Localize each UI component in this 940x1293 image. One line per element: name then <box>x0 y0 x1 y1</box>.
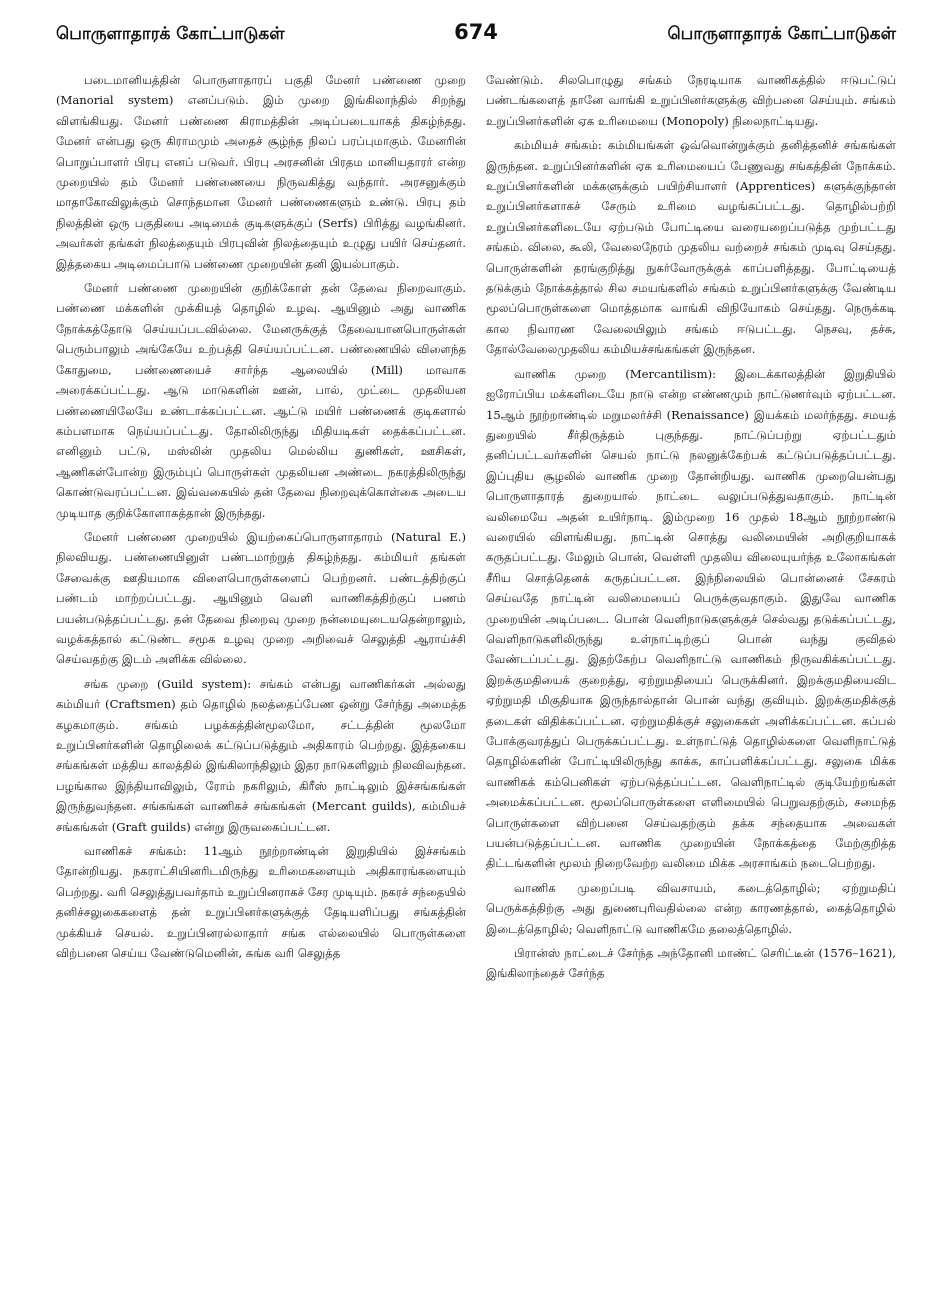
paragraph-merchant-guild-continued: வேண்டும். சிலபொழுது சங்கம் நேரடியாக வாணிகத்தில் ஈடுபட்டுப் பண்டங்களைத் தானே வாங்கி உறுப்பினர்களுக்கு விற்பனை செய்யும். சங்கம் உறுப்பினர்களின் ஏக உரிமையை (Monopoly) நிலைநாட்டியது. <box>486 73 896 128</box>
text-columns <box>56 70 896 988</box>
paragraph-self-sufficiency: மேனர் பண்ணை முறையின் குறிக்கோள் தன் தேவை நிறைவாகும். பண்ணை மக்களின் முக்கியத் தொழில் உழவு. ஆயினும் அது வாணிக நோக்கத்தோடு செய்யப்படவில்லை. மேனருக்குத் தேவையானபொருள்கள் பெரும்பாலும் அங்கேயே உற்பத்தி செய்யப்பட்டன. பண்ணையில் விளைந்த கோதுமை, பண்ணையைச் சார்ந்த ஆலையில் (Mill) மாவாக அரைக்கப்பட்டது. ஆடு மாடுகளின் ஊன், பால், முட்டை முதலியன பண்ணையிலேயே உண்டாக்கப்பட்டன. ஆட்டு மயிர் பண்ணைக் குடிகளால் கம்பளமாக நெய்யப்பட்டது. தோலிலிருந்து மிதியடிகள் தைக்கப்பட்டன. எனினும் பட்டு, மஸ்லின் முதலிய மெல்லிய துணிகள், ஊசிகள், ஆணிகள்போன்ற இரும்புப் பொருள்கள் முதலியன அண்டை நகரத்திலிருந்து கொண்டுவரப்பட்டன. இவ்வகையில் தன் தேவை நிறைவுக்கொள்கை அடைய முடியாத குறிக்கோளாகத்தான் இருந்தது. <box>56 281 466 520</box>
left-column <box>56 70 466 988</box>
running-title-right: பொருளாதாரக் கோட்பாடுகள் <box>667 24 896 44</box>
page-number: 674 <box>454 20 498 44</box>
page-header <box>56 20 896 64</box>
paragraph-merchant-guild: வாணிகச் சங்கம்: 11ஆம் நூற்றாண்டின் இறுதியில் இச்சங்கம் தோன்றியது. நகராட்சியினரிடமிருந்து உரிமைகளையும் அதிகாரங்களையும் பெற்றது. வரி செலுத்துபவர்தாம் உறுப்பினராகச் சேர முடியும். நகரச் சந்தையில் தனிச்சலுகைகளைத் தன் உறுப்பினர்களுக்குத் தேடியளிப்பது சங்கத்தின் முக்கியச் செயல். உறுப்பினரல்லாதார் சங்க எல்லையில் பொருள்களை விற்பனை செய்ய வேண்டுமெனின், சுங்க வரி செலுத்த <box>56 844 466 961</box>
paragraph-craft-guild: கம்மியச் சங்கம்: கம்மியங்கள் ஒவ்வொன்றுக்கும் தனித்தனிச் சங்கங்கள் இருந்தன. உறுப்பினர்களின் ஏக உரிமையைப் பேணுவது சங்கத்தின் நோக்கம். உறுப்பினர்களின் மக்களுக்கும் பயிற்சியாளர் (Apprentices) களுக்குந்தான் உறுப்பினர்களாகச் சேரும் உரிமை வழங்கப்பட்டது. தொழில்பற்றி உறுப்பினர்களிடையே ஏற்படும் போட்டியை வரையறைப்படுத்த முற்பட்டது சங்கம். விலை, கூலி, வேலைநேரம் முதலிய வற்றைச் சங்கம் முடிவு செய்தது. பொருள்களின் தரங்குறித்து நுகர்வோருக்குக் காப்பளித்தது. போட்டியைத் தடுக்கும் நோக்கத்தால் சில சமயங்களில் சங்கம் உறுப்பினர்களுக்கு வேண்டிய மூலப்பொருள்களை மொத்தமாக வாங்கி விநியோகம் செய்தது. நெருக்கடி கால நிவாரண வேலையிலும் சங்கம் ஈடுபட்டது. நெசவு, தச்சு, தோல்வேலைமுதலிய கம்மியச்சங்கங்கள் இருந்தன. <box>486 138 896 357</box>
paragraph-occupations: வாணிக முறைப்படி விவசாயம், கடைத்தொழில்; ஏற்றுமதிப் பெருக்கத்திற்கு அது துணைபுரிவதில்லை என்ற காரணத்தால், கைத்தொழில் இடைத்தொழில்; வெளிநாட்டு வாணிகமே தலைத்தொழில். <box>486 880 896 936</box>
paragraph-manorial-system: படைமானியத்தின் பொருளாதாரப் பகுதி மேனர் பண்ணை முறை (Manorial system) எனப்படும். இம் முறை இங்கிலாந்தில் சிறந்து விளங்கியது. மேனர் பண்ணை கிராமத்தின் அடிப்படையாகத் திகழ்ந்தது. மேனர் என்பது ஒரு கிராமமும் அதைச் சூழ்ந்த நிலப் பரப்புமாகும். மேனரின் பொறுப்பாளர் பிரபு எனப் படுவர். பிரபு அரசனின் பிரதம மானியதாரர் என்ற முறையில் தம் மேனர் பண்ணையை நிருவகித்து வந்தார். அரசனுக்கும் மாதாகோவிலுக்கும் சொந்தமான மேனர் பண்ணைகளும் உண்டு. பிரபு தம் நிலத்தின் ஒரு பகுதியை அடிமைக் குடிகளுக்குப் (Serfs) பிரித்து வழங்கினர். அவர்கள் தங்கள் நிலத்தையும் பிரபுவின் நிலத்தையும் உழுது பயிர் செய்தனர். இத்தகைய அடிமைப்பாடு பண்ணை முறையின் தனி இயல்பாகும். <box>56 73 466 271</box>
running-title-left: பொருளாதாரக் கோட்பாடுகள் <box>56 24 285 44</box>
right-column <box>486 70 896 988</box>
paragraph-natural-economy: மேனர் பண்ணை முறையில் இயற்கைப்பொருளாதாரம் (Natural E.) நிலவியது. பண்ணையினுள் பண்டமாற்றுத் திகழ்ந்தது. கம்மியர் தங்கள் சேவைக்கு ஊதியமாக விளைபொருள்களைப் பெற்றனர். பண்டத்திற்குப் பண்டம் மாற்றப்பட்டது. ஆயினும் வெளி வாணிகத்திற்குப் பணம் பயன்படுத்தப்பட்டது. தன் தேவை நிறைவு முறை நன்மையுடையதென்றாலும், வழக்கத்தால் கட்டுண்ட சமூக உழவு முறை அறிவைச் செலுத்தி ஆராய்ச்சி செய்வதற்கு இடம் அளிக்க வில்லை. <box>56 529 466 667</box>
paragraph-montchretien: பிரான்ஸ் நாட்டைச் சேர்ந்த அந்தோனி மாண்ட் செரிட்டீன் (1576–1621), இங்கிலாந்தைச் சேர்ந்த <box>486 946 896 981</box>
paragraph-mercantilism: வாணிக முறை (Mercantilism): இடைக்காலத்தின் இறுதியில் ஐரோப்பிய மக்களிடையே நாடு என்ற எண்ணமும் நாட்டுணர்வும் ஏற்பட்டன. 15ஆம் நூற்றாண்டில் மறுமலர்ச்சி (Renaissance) இயக்கம் மலர்ந்தது. சமயத் துறையில் சீர்திருத்தம் புகுந்தது. நாட்டுப்பற்று ஏற்பட்டதும் தனிப்பட்டவர்களின் செயல் நாட்டு நலனுக்கேற்பக் கட்டுப்படுத்தப்பட்டது. இப்புதிய சூழலில் வாணிக முறை தோன்றியது. வாணிக முறையென்பது பொருளாதாரத் துறையால் நாட்டை வலுப்படுத்துவதாகும். நாட்டின் வலிமையே அதன் உயிர்நாடி. இம்முறை 16 முதல் 18ஆம் நூற்றாண்டு வரையில் விளங்கியது. நாட்டின் சொத்து வலிமையின் அறிகுறியாகக் கருதப்பட்டது. மேலும் பொன், வெள்ளி முதலிய விலையுயர்ந்த உலோகங்கள் சீரிய சொத்தெனக் கருதப்பட்டன. இந்நிலையில் பொன்னைச் சேகரம் செய்வதே நாட்டின் வலிமையைப் பெருக்குவதாகும். இதுவே வாணிக முறையின் அடிப்படை. பொன் வெளிநாடுகளுக்குச் செல்வது தடுக்கப்பட்டது, வெளிநாடுகளிலிருந்து உள்நாட்டிற்குப் பொன் வந்து குவிதல் வேண்டப்பட்டது. இதற்கேற்ப வெளிநாட்டு வாணிகம் நிருவகிக்கப்பட்டது. இறக்குமதியைக் குறைத்து, ஏற்றுமதியைப் பெருக்கினர். இறக்குமதியைவிட ஏற்றுமதி மிகுதியாக இருந்தால்தான் பொன் வந்து குவியும். இறக்குமதிக்குத் தடைகள் விதிக்கப்பட்டன. ஏற்றுமதிக்குச் சலுகைகள் அளிக்கப்பட்டன. கப்பல் போக்குவரத்துப் பெருக்கப்பட்டது. உள்நாட்டுத் தொழில்களை வெளிநாட்டுத் தொழில்களின் போட்டியிலிருந்து காக்க, காப்பளிக்கப்பட்டது. சலுகை மிக்க வாணிகக் கம்பெனிகள் ஏற்படுத்தப்பட்டன. வெளிநாட்டில் குடியேற்றங்கள் அமைக்கப்பட்டன. மூலப்பொருள்களை எளிமையில் பெறுவதற்கும், சமைந்த பொருள்களை விற்பனை செய்வதற்கும் தக்க சந்தையாக அவைகள் பயன்படுத்தப்பட்டன. வாணிக முறையின் நோக்கத்தை மேற்குறித்த திட்டங்களின் மூலம் நிறைவேற்ற வலிமை மிக்க அரசாங்கம் நடைபெற்றது. <box>486 366 896 871</box>
paragraph-guild-system: சங்க முறை (Guild system): சங்கம் என்பது வாணிகர்கள் அல்லது கம்மியர் (Craftsmen) தம் தொழில் நலத்தைப்பேண ஒன்று சேர்ந்து அமைத்த கழகமாகும். சங்கம் பழக்கத்தின்மூலமோ, சட்டத்தின் மூலமோ உறுப்பினர்களின் தொழிலைக் கட்டுப்படுத்தும் அதிகாரம் பெற்றது. இத்தகைய சங்கங்கள் மத்திய காலத்தில் இங்கிலாந்திலும் இதர நாடுகளிலும் நிலவிவந்தன. பழங்கால இந்தியாவிலும், ரோம் நகரிலும், கிரீஸ் நாட்டிலும் இச்சங்கங்கள் இருந்துவந்தன. சங்கங்கள் வாணிகச் சங்கங்கள் (Mercant guilds), கம்மியச் சங்கங்கள் (Graft guilds) என்று இருவகைப்பட்டன. <box>56 676 466 834</box>
